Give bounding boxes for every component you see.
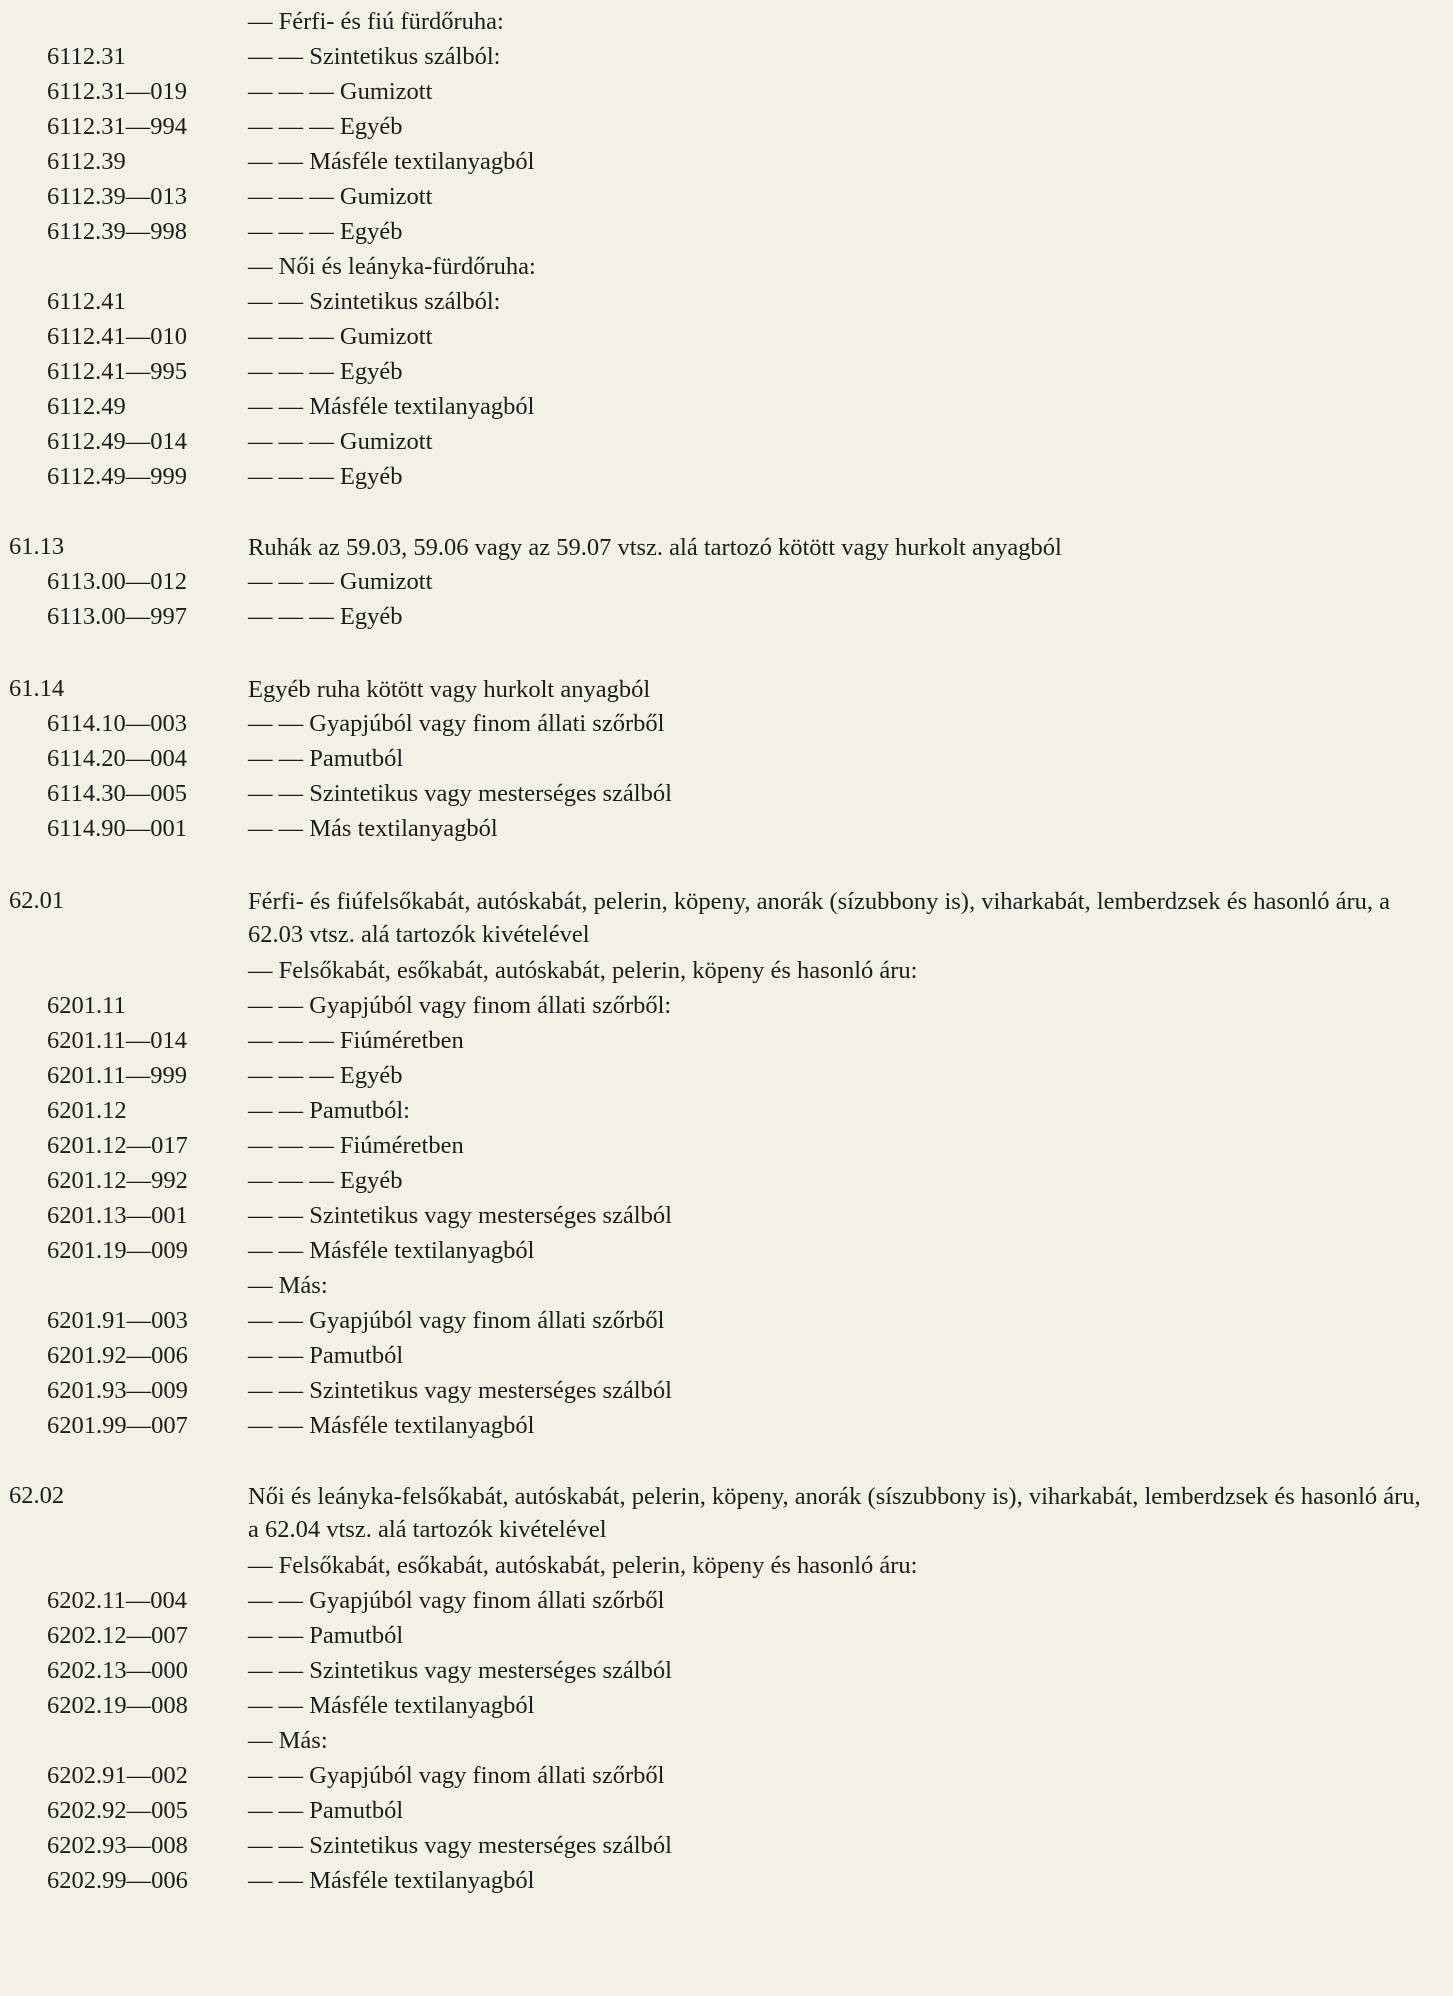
tariff-description: — — — Gumizott	[248, 568, 433, 595]
tariff-code: 6202.11—004	[47, 1587, 187, 1614]
tariff-description: — — — Egyéb	[248, 358, 403, 385]
tariff-description: — Női és leányka-fürdőruha:	[248, 253, 536, 280]
tariff-code: 6114.10—003	[47, 710, 187, 737]
tariff-code: 6112.41	[47, 288, 126, 315]
tariff-description: — — Pamutból	[248, 1622, 404, 1649]
tariff-description: Női és leányka-felsőkabát, autóskabát, pelerin, köpeny, anorák (síszubbony is), viharkabát, lemberdzsek és hasonló áru, a 62.04 vtsz. alá tartozók kivételével	[248, 1483, 1421, 1543]
tariff-description: — — Szintetikus szálból:	[248, 43, 501, 70]
tariff-description: — — Másféle textilanyagból	[248, 1237, 535, 1264]
tariff-code: 6202.92—005	[47, 1797, 188, 1824]
tariff-code: 6201.11	[47, 992, 126, 1019]
tariff-code: 6202.19—008	[47, 1692, 188, 1719]
tariff-description: — — — Egyéb	[248, 463, 403, 490]
tariff-description: — — — Egyéb	[248, 113, 403, 140]
tariff-description: — Felsőkabát, esőkabát, autóskabát, pelerin, köpeny és hasonló áru:	[248, 957, 918, 984]
tariff-code: 6201.92—006	[47, 1342, 188, 1369]
tariff-code: 6112.49—014	[47, 428, 187, 455]
tariff-code: 6202.93—008	[47, 1832, 188, 1859]
tariff-description: Egyéb ruha kötött vagy hurkolt anyagból	[248, 676, 651, 703]
tariff-code: 6112.31—019	[47, 78, 187, 105]
tariff-code: 6114.30—005	[47, 780, 187, 807]
tariff-code: 6112.31	[47, 43, 126, 70]
tariff-description: — — Más textilanyagból	[248, 815, 498, 842]
tariff-description: — — Pamutból	[248, 1342, 404, 1369]
tariff-description: — — — Fiúméretben	[248, 1027, 464, 1054]
tariff-code: 6112.39—013	[47, 183, 187, 210]
tariff-description: — — Szintetikus szálból:	[248, 288, 501, 315]
tariff-code: 6201.11—999	[47, 1062, 187, 1089]
tariff-description: — — Másféle textilanyagból	[248, 148, 535, 175]
tariff-code: 6201.11—014	[47, 1027, 187, 1054]
tariff-description: — — — Egyéb	[248, 603, 403, 630]
tariff-description: — — Pamutból:	[248, 1097, 410, 1124]
tariff-description: — Férfi- és fiú fürdőruha:	[248, 8, 504, 35]
tariff-code: 6113.00—997	[47, 603, 187, 630]
tariff-description: — — Szintetikus vagy mesterséges szálból	[248, 780, 672, 807]
tariff-code: 6112.49	[47, 393, 126, 420]
tariff-description: — — Pamutból	[248, 745, 404, 772]
tariff-code: 6201.99—007	[47, 1412, 188, 1439]
tariff-code: 6112.41—010	[47, 323, 187, 350]
tariff-description: — — Másféle textilanyagból	[248, 393, 535, 420]
tariff-code: 6201.12—017	[47, 1132, 188, 1159]
tariff-description: — — Szintetikus vagy mesterséges szálból	[248, 1657, 672, 1684]
tariff-description: — — — Gumizott	[248, 323, 433, 350]
tariff-code: 6201.19—009	[47, 1237, 188, 1264]
tariff-code: 6202.99—006	[47, 1867, 188, 1894]
tariff-code: 6201.12	[47, 1097, 127, 1124]
tariff-description: — — Másféle textilanyagból	[248, 1692, 535, 1719]
tariff-description: — — — Egyéb	[248, 1062, 403, 1089]
tariff-code: 61.14	[9, 675, 65, 702]
tariff-description: — — — Fiúméretben	[248, 1132, 464, 1159]
tariff-code: 6201.93—009	[47, 1377, 188, 1404]
tariff-description: — Más:	[248, 1727, 328, 1754]
tariff-code: 62.01	[9, 887, 65, 914]
tariff-code: 6112.41—995	[47, 358, 187, 385]
tariff-description: Ruhák az 59.03, 59.06 vagy az 59.07 vtsz. alá tartozó kötött vagy hurkolt anyagból	[248, 534, 1062, 561]
tariff-description: — — Szintetikus vagy mesterséges szálból	[248, 1377, 672, 1404]
tariff-description: Férfi- és fiúfelsőkabát, autóskabát, pelerin, köpeny, anorák (sízubbony is), viharkabát, lemberdzsek és hasonló áru, a 62.03 vtsz. alá tartozók kivételével	[248, 888, 1391, 948]
tariff-code: 6112.31—994	[47, 113, 187, 140]
tariff-description: — — Gyapjúból vagy finom állati szőrből	[248, 710, 665, 737]
tariff-code: 6202.13—000	[47, 1657, 188, 1684]
tariff-description: — — Gyapjúból vagy finom állati szőrből:	[248, 992, 672, 1019]
tariff-description: — — Másféle textilanyagból	[248, 1412, 535, 1439]
tariff-description: — — Gyapjúból vagy finom állati szőrből	[248, 1587, 665, 1614]
tariff-code: 6112.49—999	[47, 463, 187, 490]
tariff-code: 6202.91—002	[47, 1762, 188, 1789]
tariff-description: — — — Gumizott	[248, 183, 433, 210]
tariff-description: — — Gyapjúból vagy finom állati szőrből	[248, 1762, 665, 1789]
tariff-description: — — Szintetikus vagy mesterséges szálból	[248, 1832, 672, 1859]
tariff-code: 6113.00—012	[47, 568, 187, 595]
tariff-code: 61.13	[9, 533, 65, 560]
tariff-code: 6112.39	[47, 148, 126, 175]
tariff-description: — — — Egyéb	[248, 1167, 403, 1194]
tariff-description: — — Pamutból	[248, 1797, 404, 1824]
tariff-description: — — — Gumizott	[248, 428, 433, 455]
tariff-code: 62.02	[9, 1482, 65, 1509]
tariff-description: — — Másféle textilanyagból	[248, 1867, 535, 1894]
tariff-description: — — — Gumizott	[248, 78, 433, 105]
tariff-code: 6202.12—007	[47, 1622, 188, 1649]
tariff-description: — — Szintetikus vagy mesterséges szálból	[248, 1202, 672, 1229]
tariff-code: 6201.12—992	[47, 1167, 188, 1194]
tariff-description: — — — Egyéb	[248, 218, 403, 245]
tariff-description: — Felsőkabát, esőkabát, autóskabát, pelerin, köpeny és hasonló áru:	[248, 1552, 918, 1579]
tariff-code: 6201.13—001	[47, 1202, 188, 1229]
tariff-description: — Más:	[248, 1272, 328, 1299]
tariff-code: 6112.39—998	[47, 218, 187, 245]
tariff-code: 6114.90—001	[47, 815, 187, 842]
tariff-code: 6114.20—004	[47, 745, 187, 772]
tariff-description: — — Gyapjúból vagy finom állati szőrből	[248, 1307, 665, 1334]
tariff-code: 6201.91—003	[47, 1307, 188, 1334]
